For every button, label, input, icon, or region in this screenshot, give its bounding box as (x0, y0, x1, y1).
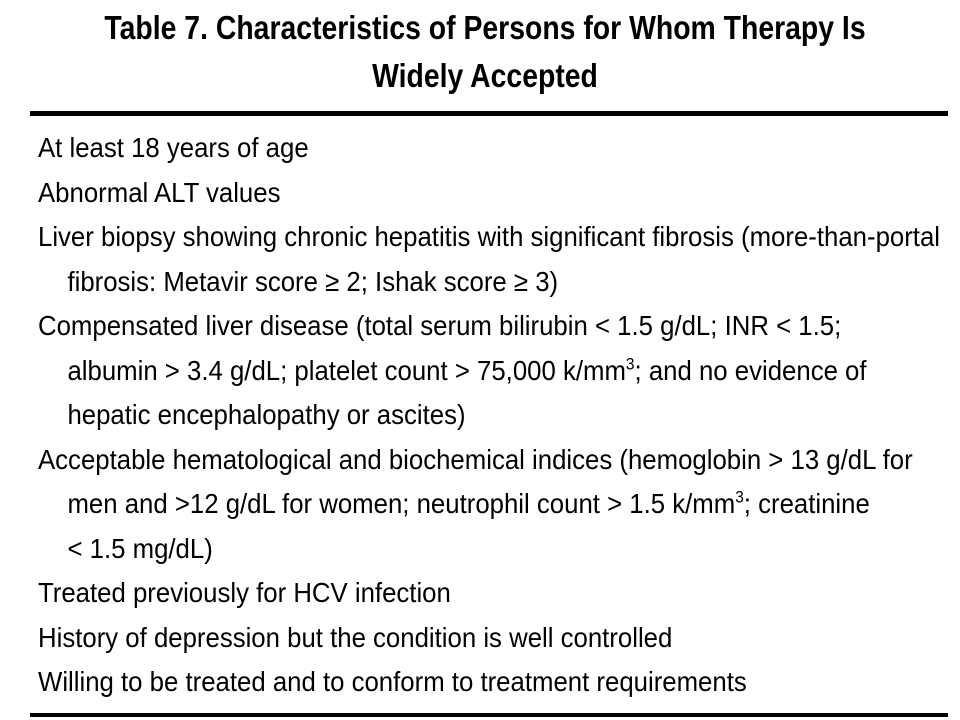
criterion-line-continued: fibrosis: Metavir score ≥ 2; Ishak score ≥ 3) (67, 265, 559, 297)
criterion-line: History of depression but the condition is well controlled (38, 621, 673, 653)
criterion-text: men and >12 g/dL for women; neutrophil count > 1.5 k/mm (67, 488, 736, 519)
criterion-line-continued (38, 482, 940, 527)
criterion-indices (38, 438, 940, 572)
criterion-line: Willing to be treated and to conform to treatment requirements (38, 666, 747, 697)
criterion-line: Acceptable hematological and biochemical indices (hemoglobin > 13 g/dL for (38, 443, 913, 475)
table-title-line-2: Widely Accepted (372, 57, 598, 94)
criterion-compensated-liver (38, 304, 940, 438)
table-title-line-1: Table 7. Characteristics of Persons for Whom Therapy Is (104, 9, 866, 46)
criterion-line-continued: hepatic encephalopathy or ascites) (67, 399, 466, 430)
table-title (94, 4, 877, 100)
criterion-line: Treated previously for HCV infection (38, 577, 451, 608)
criterion-line: Abnormal ALT values (38, 176, 281, 208)
criterion-line: At least 18 years of age (38, 132, 309, 163)
criterion-text: albumin > 3.4 g/dL; platelet count > 75,000 k/mm (67, 354, 626, 386)
criterion-treated-previously (38, 571, 940, 616)
criterion-line: Liver biopsy showing chronic hepatitis with significant fibrosis (more-than-portal (38, 221, 941, 252)
criterion-age (38, 126, 940, 171)
superscript: 3 (735, 487, 744, 507)
superscript: 3 (625, 354, 635, 374)
criterion-willing (38, 660, 940, 705)
top-rule (30, 111, 948, 116)
criterion-text: ; creatinine (743, 488, 870, 519)
criterion-text: ; and no evidence of (634, 354, 867, 386)
criterion-line: Compensated liver disease (total serum bilirubin < 1.5 g/dL; INR < 1.5; (38, 310, 842, 341)
criteria-list (38, 126, 940, 705)
criterion-depression (38, 616, 940, 661)
criterion-alt (38, 171, 940, 216)
criterion-biopsy (38, 215, 940, 304)
bottom-rule (30, 713, 948, 717)
criterion-line-continued: < 1.5 mg/dL) (67, 532, 213, 564)
criterion-line-continued (38, 349, 940, 394)
